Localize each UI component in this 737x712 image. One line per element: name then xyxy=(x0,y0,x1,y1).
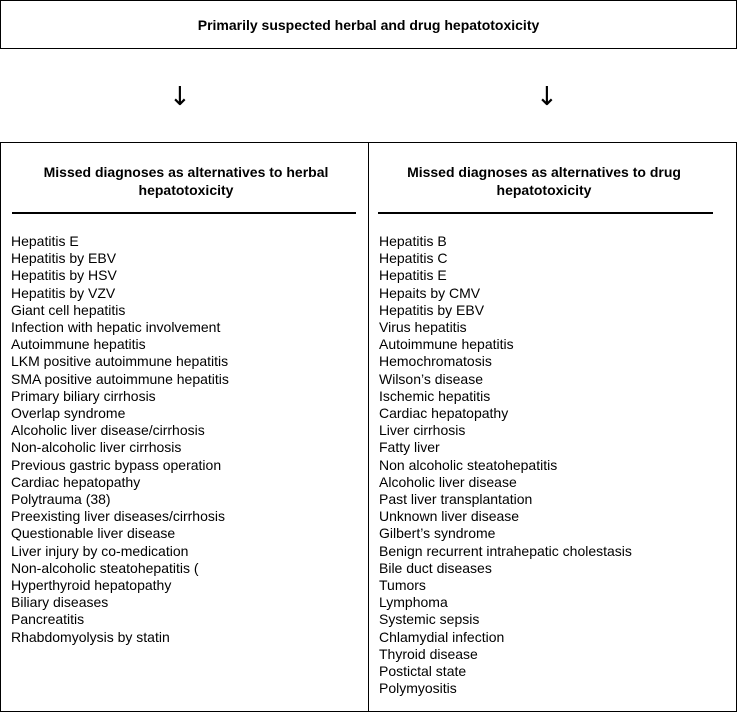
list-item: Autoimmune hepatitis xyxy=(379,336,514,353)
list-item: Chlamydial infection xyxy=(379,628,505,645)
list-item: Non-alcoholic liver cirrhosis xyxy=(11,439,182,456)
list-item: Cardiac hepatopathy xyxy=(379,405,509,422)
list-item: Non-alcoholic steatohepatitis ( xyxy=(11,559,199,576)
drug-divider xyxy=(378,212,713,214)
list-item: Postictal state xyxy=(379,663,467,680)
drug-panel-title: Missed diagnoses as alternatives to drug hepatotoxicity xyxy=(407,164,681,198)
list-item: Wilson’s disease xyxy=(379,370,484,387)
list-item: Liver cirrhosis xyxy=(379,422,466,439)
list-item: Giant cell hepatitis xyxy=(11,301,126,318)
suspected-hepatotoxicity-box xyxy=(0,0,737,49)
list-item: Hemochromatosis xyxy=(379,353,492,370)
list-item: Benign recurrent intrahepatic cholestasis xyxy=(379,542,632,559)
list-item: Autoimmune hepatitis xyxy=(11,336,146,353)
list-item: Polymyositis xyxy=(379,680,457,697)
list-item: LKM positive autoimmune hepatitis xyxy=(11,353,229,370)
list-item: Hepatitis E xyxy=(11,233,79,249)
down-arrow-icon: ↓ xyxy=(536,82,558,112)
list-item: Biliary diseases xyxy=(11,594,109,611)
list-item: Overlap syndrome xyxy=(11,405,126,422)
list-item: Virus hepatitis xyxy=(379,319,467,336)
list-item: Liver injury by co-medication xyxy=(11,542,189,559)
list-item: Hepaits by CMV xyxy=(379,284,481,301)
list-item: Bile duct diseases xyxy=(379,559,492,576)
list-item: Lymphoma xyxy=(379,594,448,611)
list-item: Gilbert’s syndrome xyxy=(379,525,496,542)
list-item: Hepatitis by EBV xyxy=(11,250,117,267)
list-item: Preexisting liver diseases/cirrhosis xyxy=(11,508,225,525)
list-item: Primary biliary cirrhosis xyxy=(11,387,156,404)
herbal-diagnosis-list xyxy=(11,233,229,646)
list-item: Systemic sepsis xyxy=(379,611,480,628)
list-item: SMA positive autoimmune hepatitis xyxy=(11,370,229,387)
list-item: Unknown liver disease xyxy=(379,508,520,525)
drug-alternatives-panel xyxy=(368,142,737,712)
list-item: Hepatitis C xyxy=(379,250,448,267)
list-item: Polytrauma (38) xyxy=(11,491,111,508)
list-item: Hepatitis B xyxy=(379,233,447,249)
list-item: Ischemic hepatitis xyxy=(379,387,491,404)
herbal-divider xyxy=(12,212,356,214)
list-item: Non alcoholic steatohepatitis xyxy=(379,456,558,473)
top-box-title: Primarily suspected herbal and drug hepatotoxicity xyxy=(197,16,540,33)
list-item: Thyroid disease xyxy=(379,645,478,662)
list-item: Hyperthyroid hepatopathy xyxy=(11,577,172,594)
list-item: Alcoholic liver disease/cirrhosis xyxy=(11,422,205,439)
down-arrow-icon: ↓ xyxy=(169,82,191,112)
list-item: Alcoholic liver disease xyxy=(379,473,517,490)
herbal-panel-title: Missed diagnoses as alternatives to herbal hepatotoxicity xyxy=(43,164,329,198)
list-item: Infection with hepatic involvement xyxy=(11,319,221,336)
list-item: Pancreatitis xyxy=(11,611,85,628)
list-item: Previous gastric bypass operation xyxy=(11,456,222,473)
list-item: Hepatitis by EBV xyxy=(379,301,485,318)
list-item: Fatty liver xyxy=(379,439,440,456)
drug-diagnosis-list xyxy=(379,233,632,697)
list-item: Past liver transplantation xyxy=(379,491,533,508)
list-item: Rhabdomyolysis by statin xyxy=(11,628,170,645)
list-item: Cardiac hepatopathy xyxy=(11,473,141,490)
list-item: Hepatitis by VZV xyxy=(11,284,116,301)
herbal-alternatives-panel xyxy=(0,142,369,712)
list-item: Tumors xyxy=(379,577,426,594)
list-item: Questionable liver disease xyxy=(11,525,176,542)
list-item: Hepatitis E xyxy=(379,267,447,284)
list-item: Hepatitis by HSV xyxy=(11,267,117,284)
